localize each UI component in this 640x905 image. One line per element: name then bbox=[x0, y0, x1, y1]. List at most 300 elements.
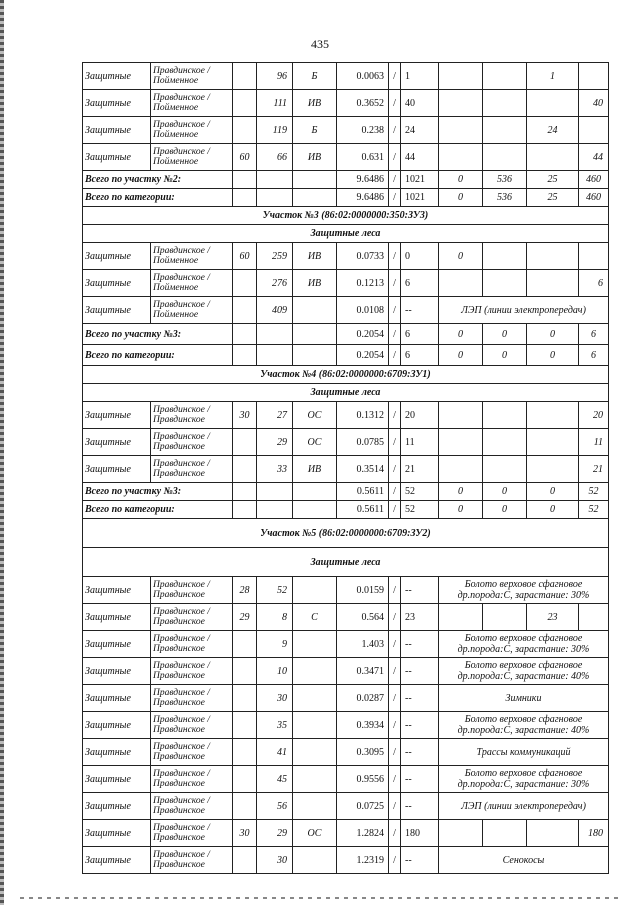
area-value: 0.1213 bbox=[337, 270, 389, 297]
area-value: 0.1312 bbox=[337, 402, 389, 429]
category-cell: Защитные bbox=[83, 631, 151, 658]
species-code bbox=[293, 577, 337, 604]
slash-separator: / bbox=[389, 847, 401, 874]
empty-cell bbox=[293, 345, 337, 366]
volume-total: -- bbox=[401, 793, 439, 820]
species-code bbox=[293, 631, 337, 658]
slash-separator: / bbox=[389, 171, 401, 189]
count-col-d: 25 bbox=[527, 189, 579, 207]
section-title: Участок №5 (86:02:0000000:6709:ЗУ2) bbox=[83, 519, 609, 548]
land-type-note: Болото верховое сфагновое др.порода:С, зарастание: 30% bbox=[439, 577, 609, 604]
slash-separator: / bbox=[389, 631, 401, 658]
allotment-number: 119 bbox=[257, 117, 293, 144]
volume-total: -- bbox=[401, 577, 439, 604]
allotment-number: 96 bbox=[257, 63, 293, 90]
land-type-note: ЛЭП (линии электропередач) bbox=[439, 297, 609, 324]
slash-separator: / bbox=[389, 685, 401, 712]
table-row bbox=[83, 456, 609, 483]
quarter-number bbox=[233, 429, 257, 456]
page-number: 435 bbox=[311, 37, 329, 51]
volume-col-e: 11 bbox=[579, 429, 609, 456]
species-code bbox=[293, 766, 337, 793]
forestry-location-cell: Правдинское / Правдинское bbox=[151, 402, 233, 429]
volume-col-d bbox=[527, 270, 579, 297]
volume-col-b bbox=[439, 270, 483, 297]
empty-cell bbox=[233, 501, 257, 519]
table-row bbox=[83, 63, 609, 90]
allotment-number: 66 bbox=[257, 144, 293, 171]
slash-separator: / bbox=[389, 456, 401, 483]
volume-col-b bbox=[439, 144, 483, 171]
volume-col-c bbox=[483, 90, 527, 117]
area-value: 0.0733 bbox=[337, 243, 389, 270]
count-total: 1021 bbox=[401, 171, 439, 189]
table-row bbox=[83, 631, 609, 658]
volume-col-b bbox=[439, 117, 483, 144]
species-code: ИВ bbox=[293, 144, 337, 171]
land-type-note: Зимники bbox=[439, 685, 609, 712]
volume-total: 20 bbox=[401, 402, 439, 429]
slash-separator: / bbox=[389, 739, 401, 766]
volume-col-e bbox=[579, 117, 609, 144]
table-row bbox=[83, 577, 609, 604]
table-row bbox=[83, 658, 609, 685]
volume-col-c bbox=[483, 144, 527, 171]
count-col-c: 0 bbox=[483, 501, 527, 519]
category-cell: Защитные bbox=[83, 144, 151, 171]
count-col-e: 460 bbox=[579, 189, 609, 207]
species-code bbox=[293, 739, 337, 766]
empty-cell bbox=[293, 501, 337, 519]
land-type-note: Сенокосы bbox=[439, 847, 609, 874]
empty-cell bbox=[233, 345, 257, 366]
area-value: 0.3471 bbox=[337, 658, 389, 685]
volume-total: 180 bbox=[401, 820, 439, 847]
volume-total: -- bbox=[401, 658, 439, 685]
volume-col-e bbox=[579, 604, 609, 631]
slash-separator: / bbox=[389, 144, 401, 171]
quarter-number bbox=[233, 793, 257, 820]
quarter-number bbox=[233, 847, 257, 874]
area-value: 0.0725 bbox=[337, 793, 389, 820]
species-code: ОС bbox=[293, 820, 337, 847]
volume-col-d: 23 bbox=[527, 604, 579, 631]
forest-ledger-table bbox=[82, 62, 609, 874]
allotment-number: 30 bbox=[257, 847, 293, 874]
volume-col-e: 44 bbox=[579, 144, 609, 171]
slash-separator: / bbox=[389, 324, 401, 345]
category-cell: Защитные bbox=[83, 117, 151, 144]
area-value: 1.2824 bbox=[337, 820, 389, 847]
forestry-location-cell: Правдинское / Правдинское bbox=[151, 456, 233, 483]
volume-total: 24 bbox=[401, 117, 439, 144]
volume-col-b bbox=[439, 456, 483, 483]
allotment-number: 29 bbox=[257, 820, 293, 847]
species-code bbox=[293, 297, 337, 324]
empty-cell bbox=[257, 189, 293, 207]
area-value: 1.403 bbox=[337, 631, 389, 658]
count-col-b: 0 bbox=[439, 483, 483, 501]
forestry-location-cell: Правдинское / Правдинское bbox=[151, 793, 233, 820]
count-col-d: 0 bbox=[527, 483, 579, 501]
table-row bbox=[83, 243, 609, 270]
species-code bbox=[293, 793, 337, 820]
count-col-e: 460 bbox=[579, 171, 609, 189]
table-row bbox=[83, 117, 609, 144]
count-col-e: 52 bbox=[579, 483, 609, 501]
category-cell: Защитные bbox=[83, 766, 151, 793]
volume-col-c bbox=[483, 402, 527, 429]
table-row bbox=[83, 685, 609, 712]
table-row bbox=[83, 144, 609, 171]
scan-bottom-edge bbox=[20, 897, 620, 899]
category-cell: Защитные bbox=[83, 739, 151, 766]
count-total: 6 bbox=[401, 324, 439, 345]
total-row bbox=[83, 324, 609, 345]
area-value: 0.9556 bbox=[337, 766, 389, 793]
count-total: 1021 bbox=[401, 189, 439, 207]
forestry-location-cell: Правдинское / Правдинское bbox=[151, 604, 233, 631]
volume-total: 40 bbox=[401, 90, 439, 117]
quarter-number bbox=[233, 766, 257, 793]
area-value: 0.5611 bbox=[337, 483, 389, 501]
slash-separator: / bbox=[389, 345, 401, 366]
count-col-d: 0 bbox=[527, 324, 579, 345]
empty-cell bbox=[293, 324, 337, 345]
species-code: ОС bbox=[293, 402, 337, 429]
volume-total: 0 bbox=[401, 243, 439, 270]
total-label: Всего по участку №3: bbox=[83, 483, 233, 501]
forestry-location-cell: Правдинское / Правдинское bbox=[151, 739, 233, 766]
volume-col-d: 24 bbox=[527, 117, 579, 144]
species-code: С bbox=[293, 604, 337, 631]
quarter-number bbox=[233, 297, 257, 324]
slash-separator: / bbox=[389, 658, 401, 685]
slash-separator: / bbox=[389, 501, 401, 519]
area-value: 0.3514 bbox=[337, 456, 389, 483]
area-value: 9.6486 bbox=[337, 171, 389, 189]
land-type-note: Болото верховое сфагновое др.порода:С, зарастание: 30% bbox=[439, 631, 609, 658]
quarter-number bbox=[233, 270, 257, 297]
count-col-b: 0 bbox=[439, 171, 483, 189]
allotment-number: 52 bbox=[257, 577, 293, 604]
volume-col-c bbox=[483, 63, 527, 90]
quarter-number bbox=[233, 712, 257, 739]
section-header-row bbox=[83, 366, 609, 384]
quarter-number bbox=[233, 90, 257, 117]
species-code: ИВ bbox=[293, 456, 337, 483]
subsection-title: Защитные леса bbox=[83, 225, 609, 243]
category-cell: Защитные bbox=[83, 63, 151, 90]
land-type-note: Болото верховое сфагновое др.порода:С, зарастание: 40% bbox=[439, 712, 609, 739]
allotment-number: 9 bbox=[257, 631, 293, 658]
count-col-c: 0 bbox=[483, 324, 527, 345]
total-label: Всего по участку №3: bbox=[83, 324, 233, 345]
slash-separator: / bbox=[389, 117, 401, 144]
total-label: Всего по участку №2: bbox=[83, 171, 233, 189]
land-type-note: ЛЭП (линии электропередач) bbox=[439, 793, 609, 820]
volume-col-c bbox=[483, 243, 527, 270]
category-cell: Защитные bbox=[83, 847, 151, 874]
category-cell: Защитные bbox=[83, 793, 151, 820]
count-total: 52 bbox=[401, 501, 439, 519]
empty-cell bbox=[233, 171, 257, 189]
allotment-number: 35 bbox=[257, 712, 293, 739]
empty-cell bbox=[233, 324, 257, 345]
count-total: 6 bbox=[401, 345, 439, 366]
volume-col-d bbox=[527, 90, 579, 117]
volume-col-d bbox=[527, 429, 579, 456]
volume-col-d bbox=[527, 402, 579, 429]
volume-col-b bbox=[439, 90, 483, 117]
area-value: 0.3652 bbox=[337, 90, 389, 117]
slash-separator: / bbox=[389, 483, 401, 501]
volume-col-b bbox=[439, 402, 483, 429]
quarter-number bbox=[233, 685, 257, 712]
count-col-c: 536 bbox=[483, 189, 527, 207]
total-row bbox=[83, 189, 609, 207]
volume-total: 6 bbox=[401, 270, 439, 297]
area-value: 1.2319 bbox=[337, 847, 389, 874]
volume-col-e: 6 bbox=[579, 270, 609, 297]
volume-col-b: 0 bbox=[439, 243, 483, 270]
volume-col-d bbox=[527, 144, 579, 171]
land-type-note: Трассы коммуникаций bbox=[439, 739, 609, 766]
allotment-number: 27 bbox=[257, 402, 293, 429]
volume-col-d bbox=[527, 456, 579, 483]
allotment-number: 30 bbox=[257, 685, 293, 712]
slash-separator: / bbox=[389, 577, 401, 604]
volume-col-b bbox=[439, 429, 483, 456]
volume-col-c bbox=[483, 270, 527, 297]
section-title: Участок №3 (86:02:0000000:350:ЗУ3) bbox=[83, 207, 609, 225]
volume-col-c bbox=[483, 820, 527, 847]
volume-col-e: 180 bbox=[579, 820, 609, 847]
area-value: 0.564 bbox=[337, 604, 389, 631]
forestry-location-cell: Правдинское / Правдинское bbox=[151, 766, 233, 793]
table-row bbox=[83, 429, 609, 456]
table-row bbox=[83, 793, 609, 820]
subsection-header-row bbox=[83, 225, 609, 243]
volume-total: -- bbox=[401, 847, 439, 874]
count-col-b: 0 bbox=[439, 324, 483, 345]
forestry-location-cell: Правдинское / Правдинское bbox=[151, 712, 233, 739]
forestry-location-cell: Правдинское / Правдинское bbox=[151, 658, 233, 685]
allotment-number: 45 bbox=[257, 766, 293, 793]
volume-total: -- bbox=[401, 631, 439, 658]
quarter-number bbox=[233, 739, 257, 766]
forestry-location-cell: Правдинское / Пойменное bbox=[151, 117, 233, 144]
category-cell: Защитные bbox=[83, 685, 151, 712]
forestry-location-cell: Правдинское / Правдинское bbox=[151, 820, 233, 847]
species-code: ИВ bbox=[293, 90, 337, 117]
table-row bbox=[83, 270, 609, 297]
quarter-number: 30 bbox=[233, 820, 257, 847]
volume-total: 21 bbox=[401, 456, 439, 483]
quarter-number: 30 bbox=[233, 402, 257, 429]
area-value: 9.6486 bbox=[337, 189, 389, 207]
empty-cell bbox=[233, 483, 257, 501]
empty-cell bbox=[293, 189, 337, 207]
count-col-b: 0 bbox=[439, 345, 483, 366]
volume-col-c bbox=[483, 456, 527, 483]
volume-col-b bbox=[439, 820, 483, 847]
subsection-title: Защитные леса bbox=[83, 384, 609, 402]
quarter-number bbox=[233, 658, 257, 685]
area-value: 0.0159 bbox=[337, 577, 389, 604]
quarter-number bbox=[233, 631, 257, 658]
slash-separator: / bbox=[389, 766, 401, 793]
forestry-location-cell: Правдинское / Правдинское bbox=[151, 577, 233, 604]
allotment-number: 29 bbox=[257, 429, 293, 456]
area-value: 0.631 bbox=[337, 144, 389, 171]
area-value: 0.2054 bbox=[337, 324, 389, 345]
area-value: 0.0108 bbox=[337, 297, 389, 324]
species-code bbox=[293, 685, 337, 712]
quarter-number: 60 bbox=[233, 243, 257, 270]
species-code bbox=[293, 712, 337, 739]
forestry-location-cell: Правдинское / Пойменное bbox=[151, 90, 233, 117]
count-col-c: 0 bbox=[483, 483, 527, 501]
section-header-row bbox=[83, 207, 609, 225]
volume-total: -- bbox=[401, 712, 439, 739]
empty-cell bbox=[257, 483, 293, 501]
count-col-d: 0 bbox=[527, 501, 579, 519]
category-cell: Защитные bbox=[83, 243, 151, 270]
scan-left-edge bbox=[0, 0, 4, 905]
total-label: Всего по категории: bbox=[83, 189, 233, 207]
area-value: 0.238 bbox=[337, 117, 389, 144]
section-header-row bbox=[83, 519, 609, 548]
total-row bbox=[83, 171, 609, 189]
allotment-number: 111 bbox=[257, 90, 293, 117]
area-value: 0.2054 bbox=[337, 345, 389, 366]
section-title: Участок №4 (86:02:0000000:6709:ЗУ1) bbox=[83, 366, 609, 384]
total-row bbox=[83, 501, 609, 519]
volume-col-d: 1 bbox=[527, 63, 579, 90]
table-row bbox=[83, 739, 609, 766]
volume-total: 23 bbox=[401, 604, 439, 631]
count-col-c: 0 bbox=[483, 345, 527, 366]
count-col-e: 6 bbox=[579, 324, 609, 345]
table-row bbox=[83, 820, 609, 847]
species-code bbox=[293, 658, 337, 685]
area-value: 0.3095 bbox=[337, 739, 389, 766]
empty-cell bbox=[257, 324, 293, 345]
volume-col-b bbox=[439, 604, 483, 631]
volume-total: -- bbox=[401, 766, 439, 793]
category-cell: Защитные bbox=[83, 456, 151, 483]
category-cell: Защитные bbox=[83, 297, 151, 324]
area-value: 0.0063 bbox=[337, 63, 389, 90]
species-code: ИВ bbox=[293, 243, 337, 270]
volume-col-e: 21 bbox=[579, 456, 609, 483]
category-cell: Защитные bbox=[83, 577, 151, 604]
slash-separator: / bbox=[389, 793, 401, 820]
count-col-b: 0 bbox=[439, 189, 483, 207]
forestry-location-cell: Правдинское / Правдинское bbox=[151, 631, 233, 658]
subsection-header-row bbox=[83, 548, 609, 577]
empty-cell bbox=[233, 189, 257, 207]
count-total: 52 bbox=[401, 483, 439, 501]
count-col-e: 52 bbox=[579, 501, 609, 519]
slash-separator: / bbox=[389, 712, 401, 739]
category-cell: Защитные bbox=[83, 90, 151, 117]
category-cell: Защитные bbox=[83, 604, 151, 631]
volume-col-d bbox=[527, 243, 579, 270]
forestry-location-cell: Правдинское / Пойменное bbox=[151, 243, 233, 270]
species-code: ОС bbox=[293, 429, 337, 456]
volume-col-d bbox=[527, 820, 579, 847]
slash-separator: / bbox=[389, 189, 401, 207]
count-col-c: 536 bbox=[483, 171, 527, 189]
empty-cell bbox=[257, 345, 293, 366]
empty-cell bbox=[257, 501, 293, 519]
table-row bbox=[83, 847, 609, 874]
volume-col-c bbox=[483, 604, 527, 631]
species-code bbox=[293, 847, 337, 874]
volume-col-e: 40 bbox=[579, 90, 609, 117]
species-code: Б bbox=[293, 63, 337, 90]
allotment-number: 8 bbox=[257, 604, 293, 631]
volume-total: -- bbox=[401, 739, 439, 766]
forestry-location-cell: Правдинское / Правдинское bbox=[151, 429, 233, 456]
land-type-note: Болото верховое сфагновое др.порода:С, зарастание: 40% bbox=[439, 658, 609, 685]
category-cell: Защитные bbox=[83, 658, 151, 685]
slash-separator: / bbox=[389, 63, 401, 90]
table-row bbox=[83, 297, 609, 324]
volume-col-c bbox=[483, 429, 527, 456]
subsection-title: Защитные леса bbox=[83, 548, 609, 577]
count-col-b: 0 bbox=[439, 501, 483, 519]
allotment-number: 33 bbox=[257, 456, 293, 483]
area-value: 0.5611 bbox=[337, 501, 389, 519]
slash-separator: / bbox=[389, 429, 401, 456]
land-type-note: Болото верховое сфагновое др.порода:С, зарастание: 30% bbox=[439, 766, 609, 793]
forestry-location-cell: Правдинское / Правдинское bbox=[151, 847, 233, 874]
allotment-number: 259 bbox=[257, 243, 293, 270]
area-value: 0.0287 bbox=[337, 685, 389, 712]
volume-col-e bbox=[579, 243, 609, 270]
forestry-location-cell: Правдинское / Пойменное bbox=[151, 297, 233, 324]
forestry-location-cell: Правдинское / Пойменное bbox=[151, 144, 233, 171]
allotment-number: 10 bbox=[257, 658, 293, 685]
quarter-number: 60 bbox=[233, 144, 257, 171]
table-row bbox=[83, 402, 609, 429]
slash-separator: / bbox=[389, 297, 401, 324]
volume-col-e bbox=[579, 63, 609, 90]
count-col-d: 0 bbox=[527, 345, 579, 366]
slash-separator: / bbox=[389, 604, 401, 631]
total-label: Всего по категории: bbox=[83, 345, 233, 366]
allotment-number: 41 bbox=[257, 739, 293, 766]
empty-cell bbox=[257, 171, 293, 189]
volume-total: 44 bbox=[401, 144, 439, 171]
area-value: 0.3934 bbox=[337, 712, 389, 739]
forestry-location-cell: Правдинское / Пойменное bbox=[151, 270, 233, 297]
area-value: 0.0785 bbox=[337, 429, 389, 456]
forestry-location-cell: Правдинское / Пойменное bbox=[151, 63, 233, 90]
volume-total: -- bbox=[401, 297, 439, 324]
empty-cell bbox=[293, 171, 337, 189]
category-cell: Защитные bbox=[83, 429, 151, 456]
allotment-number: 56 bbox=[257, 793, 293, 820]
slash-separator: / bbox=[389, 243, 401, 270]
table-row bbox=[83, 712, 609, 739]
volume-col-c bbox=[483, 117, 527, 144]
table-row bbox=[83, 90, 609, 117]
volume-total: 1 bbox=[401, 63, 439, 90]
